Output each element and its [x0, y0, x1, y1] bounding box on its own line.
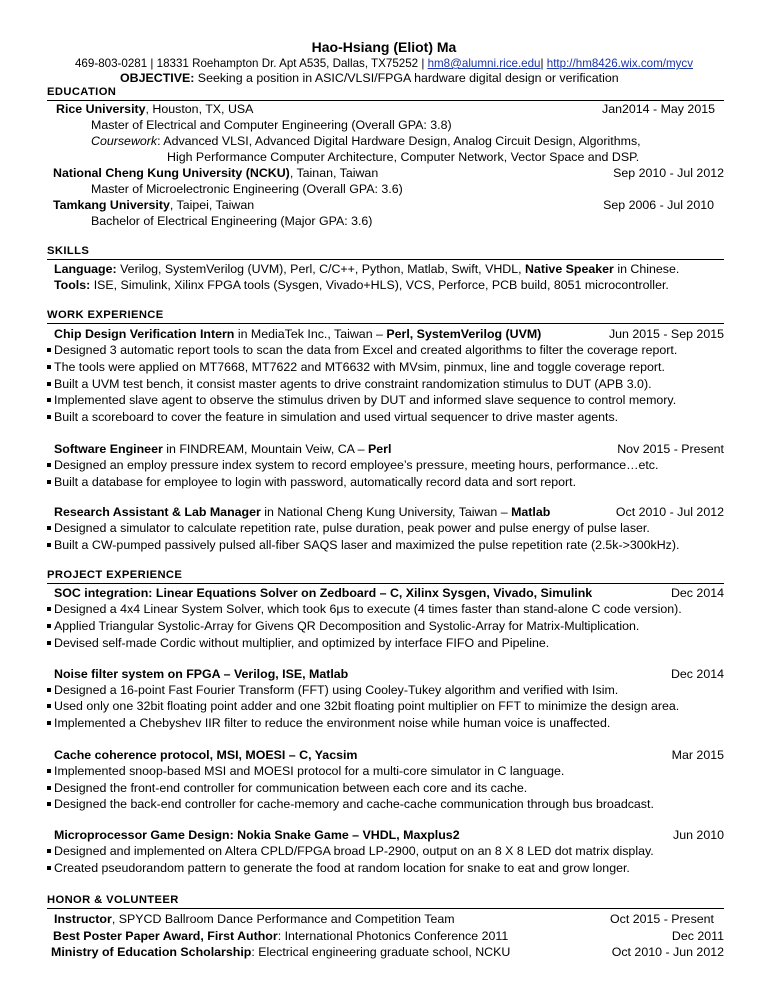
education-entry-tamkang: [47, 198, 724, 214]
list-item: [0, 764, 768, 780]
list-item: [0, 602, 768, 618]
project-entry-snake-game: [47, 828, 724, 844]
contact-details: 469-803-0281 | 18331 Roehampton Dr. Apt A535, Dallas, TX75252 |: [74, 57, 428, 70]
skills-divider: [47, 259, 724, 260]
job-entry-ncku-lab: [47, 505, 724, 521]
honor-entry: [47, 929, 724, 945]
list-item: [0, 781, 768, 797]
bullet-text: The tools were applied on MT7668, MT7622 and MT6632 with MVsim, pinmux, line and toggle coverage report.: [54, 360, 665, 374]
objective-text: Seeking a position in ASIC/VLSI/FPGA hardware digital design or verification: [194, 71, 619, 85]
honor-entry: [47, 912, 724, 928]
education-entry-ncku: [47, 166, 724, 182]
school-name: Tamkang University: [53, 198, 170, 212]
contact-line: [0, 56, 768, 72]
honors-divider: [47, 908, 724, 909]
honors-heading: HONOR & VOLUNTEER: [47, 894, 179, 906]
list-item: [0, 458, 768, 474]
list-item: [0, 475, 768, 491]
contact-separator: |: [540, 57, 547, 70]
education-heading: EDUCATION: [47, 86, 117, 98]
education-entry-rice: [47, 102, 724, 118]
list-item: [0, 636, 768, 652]
degree-text: Master of Microelectronic Engineering (Overall GPA: 3.6): [91, 182, 403, 196]
honor-title: Instructor: [54, 912, 112, 926]
list-item: [0, 360, 768, 376]
honor-title: Ministry of Education Scholarship: [51, 945, 252, 959]
job-dates: Oct 2010 - Jul 2012: [615, 505, 724, 519]
project-title: Microprocessor Game Design: Nokia Snake Game – VHDL, Maxplus2: [54, 828, 460, 842]
bullet-text: Designed and implemented on Altera CPLD/FPGA broad LP-2900, output on an 8 X 8 LED dot matrix display.: [54, 844, 654, 858]
language-label: Language:: [54, 262, 117, 276]
list-item: [0, 619, 768, 635]
job-tech: Matlab: [511, 505, 551, 519]
bullet-text: Used only one 32bit floating point adder and one 32bit floating point multiplier on FFT to minimize the design area.: [54, 699, 680, 713]
objective-label: OBJECTIVE:: [120, 71, 195, 85]
tools-list: ISE, Simulink, Xilinx FPGA tools (Sysgen, Vivado+HLS), VCS, Perforce, PCB build, 8051 microcontroller.: [90, 278, 669, 292]
bullet-text: Designed an employ pressure index system to record employee’s pressure, meeting hours, performance…etc.: [54, 458, 659, 472]
list-item: [0, 844, 768, 860]
bullet-text: Built a scoreboard to cover the feature in simulation and used virtual sequencer to drive master agents.: [54, 410, 619, 424]
work-heading: WORK EXPERIENCE: [47, 309, 164, 321]
projects-divider: [47, 583, 724, 584]
project-dates: Jun 2010: [673, 828, 724, 842]
bullet-text: Built a UVM test bench, it consist master agents to drive constraint randomization stimulus to DUT (APB 3.0).: [54, 377, 652, 391]
language-list: Verilog, SystemVerilog (UVM), Perl, C/C++, Python, Matlab, Swift, VHDL,: [116, 262, 526, 276]
honor-entry: [47, 945, 724, 961]
project-title: Cache coherence protocol, MSI, MOESI – C, Yacsim: [54, 748, 358, 762]
coursework-text: : Advanced VLSI, Advanced Digital Hardware Design, Analog Circuit Design, Algorithms,: [157, 134, 641, 148]
bullet-text: Designed a 4x4 Linear System Solver, which took 6μs to execute (4 times faster than stand-alone C code version).: [54, 602, 682, 616]
language-native: Native Speaker: [525, 262, 614, 276]
skills-language: [54, 262, 679, 278]
bullet-text: Implemented snoop-based MSI and MOESI protocol for a multi-core simulator in C language.: [54, 764, 565, 778]
project-title: Noise filter system on FPGA – Verilog, ISE, Matlab: [54, 667, 349, 681]
projects-heading: PROJECT EXPERIENCE: [47, 569, 183, 581]
email-link[interactable]: hm8@alumni.rice.edu: [427, 57, 541, 70]
work-divider: [47, 323, 724, 324]
job-title: Software Engineer: [54, 442, 163, 456]
bullet-text: Designed the back-end controller for cache-memory and cache-cache communication through bus broadcast.: [54, 797, 654, 811]
school-location: , Tainan, Taiwan: [289, 166, 379, 180]
bullet-text: Created pseudorandom pattern to generate the food at random location for snake to eat and grow longer.: [54, 861, 630, 875]
honor-dates: Oct 2015 - Present: [610, 912, 714, 926]
job-org: in FINDREAM, Mountain Veiw, CA –: [162, 442, 369, 456]
school-name: National Cheng Kung University (NCKU): [53, 166, 290, 180]
project-title: SOC integration: Linear Equations Solver on Zedboard – C, Xilinx Sysgen, Vivado, Simulink: [54, 586, 593, 600]
job-org: in National Cheng Kung University, Taiwan –: [260, 505, 512, 519]
bullet-text: Built a CW-pumped passively pulsed all-fiber SAQS laser and maximized the pulse repetition rate (2.5k->300kHz).: [54, 538, 680, 552]
bullet-text: Built a database for employee to login with password, automatically record data and sort report.: [54, 475, 577, 489]
list-item: [0, 393, 768, 409]
coursework-line: [91, 134, 641, 150]
job-org: in MediaTek Inc., Taiwan –: [234, 327, 387, 341]
degree-text: Bachelor of Electrical Engineering (Major GPA: 3.6): [91, 214, 373, 228]
honor-dates: Dec 2011: [671, 929, 724, 943]
project-dates: Mar 2015: [671, 748, 724, 762]
job-entry-mediatek: [47, 327, 724, 343]
job-entry-findream: [47, 442, 724, 458]
project-entry-noise-filter: [47, 667, 724, 683]
bullet-text: Implemented slave agent to observe the stimulus driven by DUT and informed slave sequence to control memory.: [54, 393, 677, 407]
candidate-name: Hao-Hsiang (Eliot) Ma: [311, 39, 457, 55]
list-item: [0, 410, 768, 426]
objective-line: [120, 71, 619, 87]
list-item: [0, 683, 768, 699]
skills-heading: SKILLS: [47, 245, 90, 257]
project-dates: Dec 2014: [670, 667, 724, 681]
degree-text: Master of Electrical and Computer Engineering (Overall GPA: 3.8): [91, 118, 452, 132]
job-title: Research Assistant & Lab Manager: [54, 505, 261, 519]
coursework-label: Coursework: [91, 134, 158, 148]
job-title: Chip Design Verification Intern: [54, 327, 235, 341]
school-location: , Houston, TX, USA: [145, 102, 254, 116]
honor-title: Best Poster Paper Award, First Author: [53, 929, 278, 943]
bullet-text: Designed 3 automatic report tools to scan the data from Excel and created algorithms to filter the coverage report.: [54, 343, 678, 357]
school-location: , Taipei, Taiwan: [169, 198, 255, 212]
honor-detail: , SPYCD Ballroom Dance Performance and Competition Team: [111, 912, 455, 926]
list-item: [0, 538, 768, 554]
bullet-text: Designed the front-end controller for communication between each core and its cache.: [54, 781, 528, 795]
project-entry-cache: [47, 748, 724, 764]
list-item: [0, 521, 768, 537]
project-dates: Dec 2014: [670, 586, 724, 600]
education-divider: [47, 100, 724, 101]
bullet-text: Devised self-made Cordic without multiplier, and optimized by interface FIFO and Pipeline.: [54, 636, 550, 650]
job-dates: Nov 2015 - Present: [617, 442, 724, 456]
list-item: [0, 699, 768, 715]
bullet-text: Designed a 16-point Fast Fourier Transform (FFT) using Cooley-Tukey algorithm and verified with Isim.: [54, 683, 619, 697]
project-entry-soc: [47, 586, 724, 602]
honor-dates: Oct 2010 - Jun 2012: [611, 945, 724, 959]
bullet-text: Designed a simulator to calculate repetition rate, pulse duration, peak power and pulse energy of pulse laser.: [54, 521, 650, 535]
bullet-text: Implemented a Chebyshev IIR filter to reduce the environment noise while human voice is unaffected.: [54, 716, 611, 730]
job-dates: Jun 2015 - Sep 2015: [608, 327, 724, 341]
list-item: [0, 861, 768, 877]
honor-detail: : International Photonics Conference 2011: [277, 929, 509, 943]
skills-tools: [54, 278, 669, 294]
education-dates: Sep 2010 - Jul 2012: [613, 166, 724, 180]
list-item: [0, 716, 768, 732]
education-dates: Jan2014 - May 2015: [602, 102, 715, 116]
list-item: [0, 797, 768, 813]
coursework-continued: High Performance Computer Architecture, Computer Network, Vector Space and DSP.: [167, 150, 640, 164]
bullet-text: Applied Triangular Systolic-Array for Givens QR Decomposition and Systolic-Array for Matrix-Multiplication.: [54, 619, 640, 633]
language-suffix: in Chinese.: [613, 262, 680, 276]
honor-detail: : Electrical engineering graduate school, NCKU: [251, 945, 511, 959]
tools-label: Tools:: [54, 278, 91, 292]
job-tech: Perl, SystemVerilog (UVM): [386, 327, 542, 341]
list-item: [0, 377, 768, 393]
school-name: Rice University: [56, 102, 146, 116]
list-item: [0, 343, 768, 359]
education-dates: Sep 2006 - Jul 2010: [603, 198, 714, 212]
website-link[interactable]: http://hm8426.wix.com/mycv: [546, 57, 694, 70]
job-tech: Perl: [368, 442, 392, 456]
